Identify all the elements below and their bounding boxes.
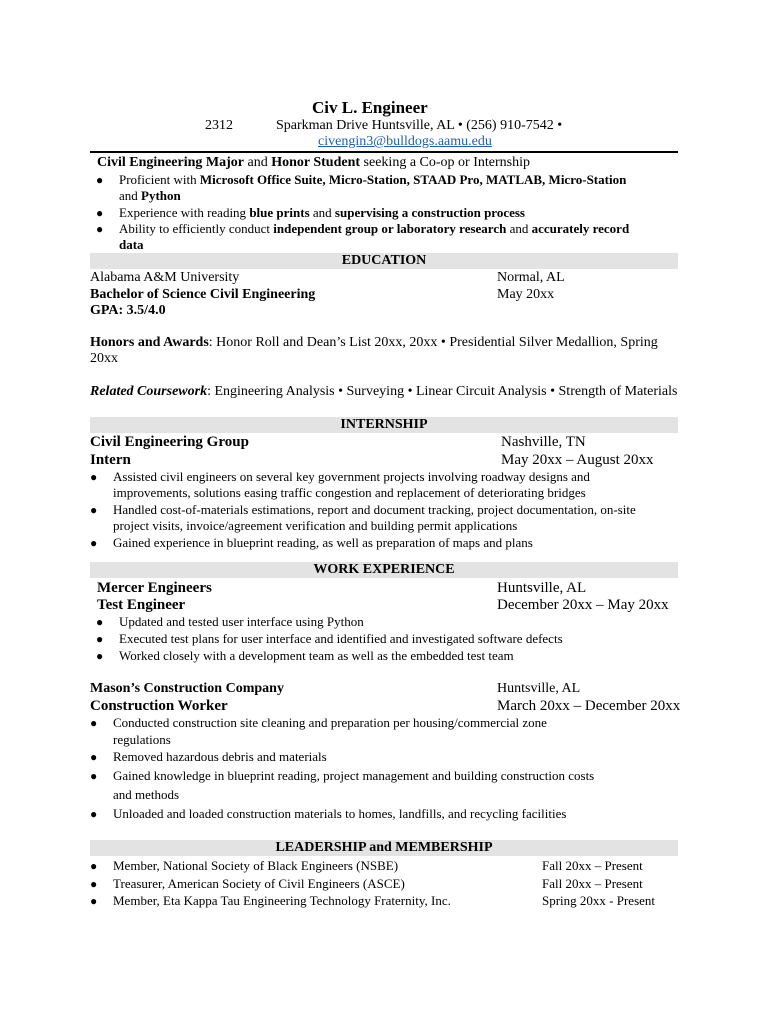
school-name: Alabama A&M University bbox=[90, 270, 240, 285]
job1-bullet: Executed test plans for user interface and identified and investigated software defects bbox=[119, 631, 563, 646]
text: Ability to efficiently conduct bbox=[119, 221, 274, 236]
job1-dates: December 20xx – May 20xx bbox=[497, 597, 669, 613]
job2-bullet-cont: and methods bbox=[113, 787, 180, 802]
bullet-dot: ● bbox=[90, 894, 98, 908]
job2-title: Construction Worker bbox=[90, 698, 228, 714]
internship-bullet: Handled cost-of-materials estimations, report and document tracking, project documentation, on-site bbox=[113, 502, 636, 517]
leadership-item: Member, Eta Kappa Tau Engineering Technology Fraternity, Inc. bbox=[113, 893, 451, 908]
headline-major: Civil Engineering Major bbox=[97, 155, 244, 170]
internship-bullet: Assisted civil engineers on several key government projects involving roadway designs and bbox=[113, 469, 590, 484]
internship-title: Intern bbox=[90, 452, 131, 468]
bullet-dot: ● bbox=[90, 807, 98, 821]
headline-honor: Honor Student bbox=[271, 155, 361, 170]
objective-bullet-3-cont: data bbox=[119, 237, 144, 252]
bullet-dot: ● bbox=[96, 222, 104, 236]
internship-dates: May 20xx – August 20xx bbox=[501, 452, 654, 468]
text: and bbox=[119, 188, 142, 203]
text-bold: independent group or laboratory research bbox=[273, 221, 507, 236]
job2-dates: March 20xx – December 20xx bbox=[497, 698, 681, 714]
internship-company: Civil Engineering Group bbox=[90, 434, 249, 450]
leadership-dates: Spring 20xx - Present bbox=[542, 893, 656, 908]
job1-bullet: Updated and tested user interface using Python bbox=[119, 614, 364, 629]
bullet-dot: ● bbox=[96, 615, 104, 629]
bullet-dot: ● bbox=[90, 859, 98, 873]
school-location: Normal, AL bbox=[497, 270, 565, 285]
objective-headline bbox=[97, 155, 530, 171]
internship-bullet-cont: improvements, solutions easing traffic congestion and replacement of deteriorating bridges bbox=[113, 485, 586, 500]
objective-bullet-1-cont bbox=[119, 188, 181, 204]
job2-bullet: Conducted construction site cleaning and preparation per housing/commercial zone bbox=[113, 715, 547, 730]
headline-rest: seeking a Co-op or Internship bbox=[360, 155, 530, 170]
job2-company: Mason’s Construction Company bbox=[90, 681, 284, 696]
honors-text: : Honor Roll and Dean’s List 20xx, 20xx • Presidential Silver Medallion, Spring bbox=[208, 335, 658, 350]
bullet-dot: ● bbox=[90, 716, 98, 730]
job1-title: Test Engineer bbox=[97, 597, 186, 613]
honors-label: Honors and Awards bbox=[90, 335, 209, 350]
job2-bullet-cont: regulations bbox=[113, 732, 171, 747]
address-number: 2312 bbox=[205, 118, 233, 133]
degree-date: May 20xx bbox=[497, 287, 555, 302]
coursework-label: Related Coursework bbox=[90, 384, 208, 399]
leadership-dates: Fall 20xx – Present bbox=[542, 876, 643, 891]
text: Experience with reading bbox=[119, 205, 250, 220]
work-heading: WORK EXPERIENCE bbox=[90, 562, 678, 578]
job2-bullet: Removed hazardous debris and materials bbox=[113, 749, 327, 764]
text-bold: Python bbox=[141, 188, 181, 203]
bullet-dot: ● bbox=[90, 769, 98, 783]
honors-line bbox=[90, 335, 658, 351]
job1-location: Huntsville, AL bbox=[497, 580, 587, 596]
degree: Bachelor of Science Civil Engineering bbox=[90, 287, 316, 302]
job1-bullet: Worked closely with a development team as well as the embedded test team bbox=[119, 648, 514, 663]
text-bold: Microsoft Office Suite, Micro-Station, STAAD Pro, MATLAB, Micro-Station bbox=[199, 172, 627, 187]
internship-heading: INTERNSHIP bbox=[90, 417, 678, 433]
bullet-dot: ● bbox=[96, 649, 104, 663]
bullet-dot: ● bbox=[90, 877, 98, 891]
candidate-name: Civ L. Engineer bbox=[312, 98, 428, 117]
text: Proficient with bbox=[119, 172, 200, 187]
objective-bullet-3 bbox=[119, 221, 629, 237]
text-bold: blue prints bbox=[249, 205, 310, 220]
text-bold: accurately record bbox=[531, 221, 630, 236]
leadership-item: Member, National Society of Black Engineers (NSBE) bbox=[113, 858, 399, 873]
leadership-dates: Fall 20xx – Present bbox=[542, 858, 643, 873]
leadership-heading: LEADERSHIP and MEMBERSHIP bbox=[90, 840, 678, 856]
education-heading: EDUCATION bbox=[90, 253, 678, 269]
leadership-item: Treasurer, American Society of Civil Engineers (ASCE) bbox=[113, 876, 405, 891]
objective-bullet-2 bbox=[119, 205, 525, 221]
bullet-dot: ● bbox=[90, 470, 98, 484]
email-link[interactable]: civengin3@bulldogs.aamu.edu bbox=[318, 134, 492, 149]
internship-location: Nashville, TN bbox=[501, 434, 586, 450]
bullet-dot: ● bbox=[90, 503, 98, 517]
job2-bullet: Gained knowledge in blueprint reading, project management and building construction costs bbox=[113, 768, 595, 783]
bullet-dot: ● bbox=[90, 536, 98, 550]
address-contact: Sparkman Drive Huntsville, AL • (256) 910-7542 • bbox=[276, 118, 563, 133]
job2-bullet: Unloaded and loaded construction materials to homes, landfills, and recycling facilities bbox=[113, 806, 567, 821]
header-divider bbox=[90, 151, 678, 153]
bullet-dot: ● bbox=[96, 173, 104, 187]
bullet-dot: ● bbox=[90, 750, 98, 764]
bullet-dot: ● bbox=[96, 632, 104, 646]
objective-bullet-1 bbox=[119, 172, 626, 188]
text: and bbox=[506, 221, 532, 236]
coursework-line bbox=[90, 384, 678, 400]
text-bold: supervising a construction process bbox=[334, 205, 525, 220]
gpa: GPA: 3.5/4.0 bbox=[90, 303, 166, 318]
internship-bullet-cont: project visits, invoice/agreement verification and building permit applications bbox=[113, 518, 518, 533]
coursework-text: : Engineering Analysis • Surveying • Linear Circuit Analysis • Strength of Materials bbox=[207, 384, 678, 399]
honors-line-cont: 20xx bbox=[90, 351, 118, 366]
internship-bullet: Gained experience in blueprint reading, as well as preparation of maps and plans bbox=[113, 535, 533, 550]
text: and bbox=[309, 205, 335, 220]
bullet-dot: ● bbox=[96, 206, 104, 220]
headline-and: and bbox=[244, 155, 272, 170]
job1-company: Mercer Engineers bbox=[97, 580, 212, 596]
job2-location: Huntsville, AL bbox=[497, 681, 581, 696]
